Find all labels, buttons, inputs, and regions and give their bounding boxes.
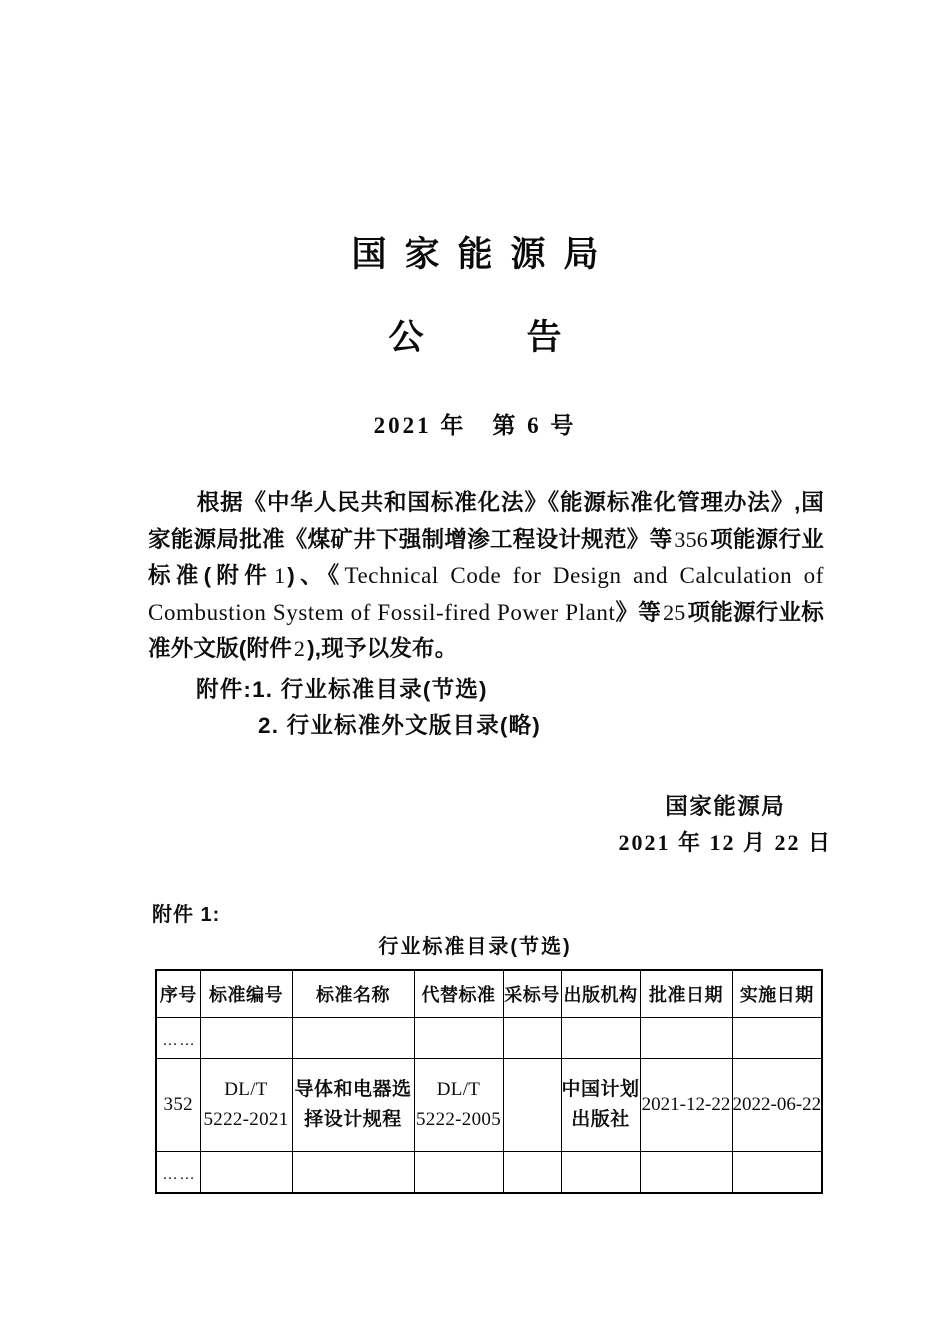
- ellipsis-mark: ……: [162, 1166, 196, 1183]
- attachment-item-2: 2. 行业标准外文版目录(略): [258, 712, 542, 738]
- paragraph-count-25: 25: [663, 599, 686, 625]
- cell-publisher: [561, 1059, 640, 1152]
- column-header-adoption-no: 采标号: [503, 970, 561, 1018]
- replaced-standard-line-2: 5222-2005: [415, 1109, 502, 1130]
- paragraph-segment-cjk-3: )、《: [287, 563, 345, 588]
- column-header-replaced-standard: 代替标准: [414, 970, 503, 1018]
- signature-organization: 国家能源局: [665, 794, 786, 819]
- table-header-row: [156, 970, 822, 1018]
- cell-standard-name: [292, 1018, 414, 1059]
- cell-adoption-no: [503, 1018, 561, 1059]
- cell-standard-no: [200, 1059, 292, 1152]
- cell-effective-date: [732, 1018, 822, 1059]
- cell-effective-date: 2022-06-22: [732, 1059, 822, 1152]
- issuing-organization-title: 国家能源局: [351, 235, 617, 274]
- paragraph-attachment-ref-1: 1: [274, 563, 286, 588]
- cell-replaced-standard: [414, 1059, 503, 1152]
- paragraph-english-standard-title: Technical Code for Design and Calculation of Combustion System of Fossil-fired Power Plant: [148, 563, 825, 625]
- cell-effective-date: [732, 1152, 822, 1194]
- publisher-line-2: 出版社: [571, 1109, 630, 1130]
- standards-catalog-table: [155, 969, 823, 1194]
- document-number: 2021 年 第 6 号: [373, 413, 577, 438]
- standard-name-line-2: 择设计规程: [304, 1109, 402, 1130]
- cell-publisher: [561, 1152, 640, 1194]
- paragraph-segment-cjk-5: 项能源行业标准外文版(附件: [148, 599, 825, 661]
- table-row: [156, 1059, 822, 1152]
- cell-adoption-no: [503, 1059, 561, 1152]
- cell-standard-name: [292, 1152, 414, 1194]
- paragraph-count-356: 356: [674, 526, 708, 552]
- column-header-serial: 序号: [156, 970, 200, 1018]
- paragraph-attachment-ref-2: 2: [293, 636, 306, 661]
- standard-no-line-2: 5222-2021: [203, 1109, 289, 1130]
- announcement-paragraph: [148, 485, 824, 668]
- body-text-block: [148, 485, 824, 744]
- cell-approval-date: 2021-12-22: [640, 1059, 732, 1152]
- cell-approval-date: [640, 1152, 732, 1194]
- cell-standard-name: [292, 1059, 414, 1152]
- document-type-heading: 公 告: [388, 317, 596, 357]
- cell-replaced-standard: [414, 1152, 503, 1194]
- ellipsis-mark: ……: [162, 1032, 196, 1049]
- cell-adoption-no: [503, 1152, 561, 1194]
- replaced-standard-line-1: DL/T: [436, 1079, 481, 1100]
- cell-standard-no: [200, 1152, 292, 1194]
- signature-block: [618, 790, 832, 860]
- cell-replaced-standard: [414, 1018, 503, 1059]
- table-caption: 行业标准目录(节选): [378, 936, 572, 958]
- column-header-standard-name: 标准名称: [292, 970, 414, 1018]
- cell-standard-no: [200, 1018, 292, 1059]
- column-header-standard-no: 标准编号: [200, 970, 292, 1018]
- paragraph-segment-cjk-2: 项能源行业标准(附件: [148, 526, 824, 588]
- table-row: [156, 1018, 822, 1059]
- cell-approval-date: [640, 1018, 732, 1059]
- cell-serial: [156, 1018, 200, 1059]
- cell-publisher: [561, 1018, 640, 1059]
- paragraph-segment-cjk-4: 》等: [615, 599, 662, 625]
- publisher-line-1: 中国计划: [561, 1079, 640, 1100]
- paragraph-segment-cjk-6: ),现予以发布。: [307, 636, 458, 661]
- cell-serial: 352: [156, 1059, 200, 1152]
- masthead: [0, 236, 950, 440]
- attachment-1-label: 附件 1:: [152, 904, 221, 926]
- table-row: [156, 1152, 822, 1194]
- attachment-list: [148, 672, 824, 744]
- cell-serial: [156, 1152, 200, 1194]
- standard-name-line-1: 导体和电器选: [294, 1079, 412, 1100]
- signature-date: 2021 年 12 月 22 日: [618, 830, 832, 855]
- paragraph-segment-cjk-1: 根据《中华人民共和国标准化法》《能源标准化管理办法》,国家能源局批准《煤矿井下强制增渗工程设计规范》等: [148, 490, 824, 552]
- column-header-publisher: 出版机构: [561, 970, 640, 1018]
- column-header-effective-date: 实施日期: [732, 970, 822, 1018]
- standard-no-line-1: DL/T: [224, 1079, 268, 1100]
- column-header-approval-date: 批准日期: [640, 970, 732, 1018]
- attachment-item-1: 附件:1. 行业标准目录(节选): [196, 676, 488, 702]
